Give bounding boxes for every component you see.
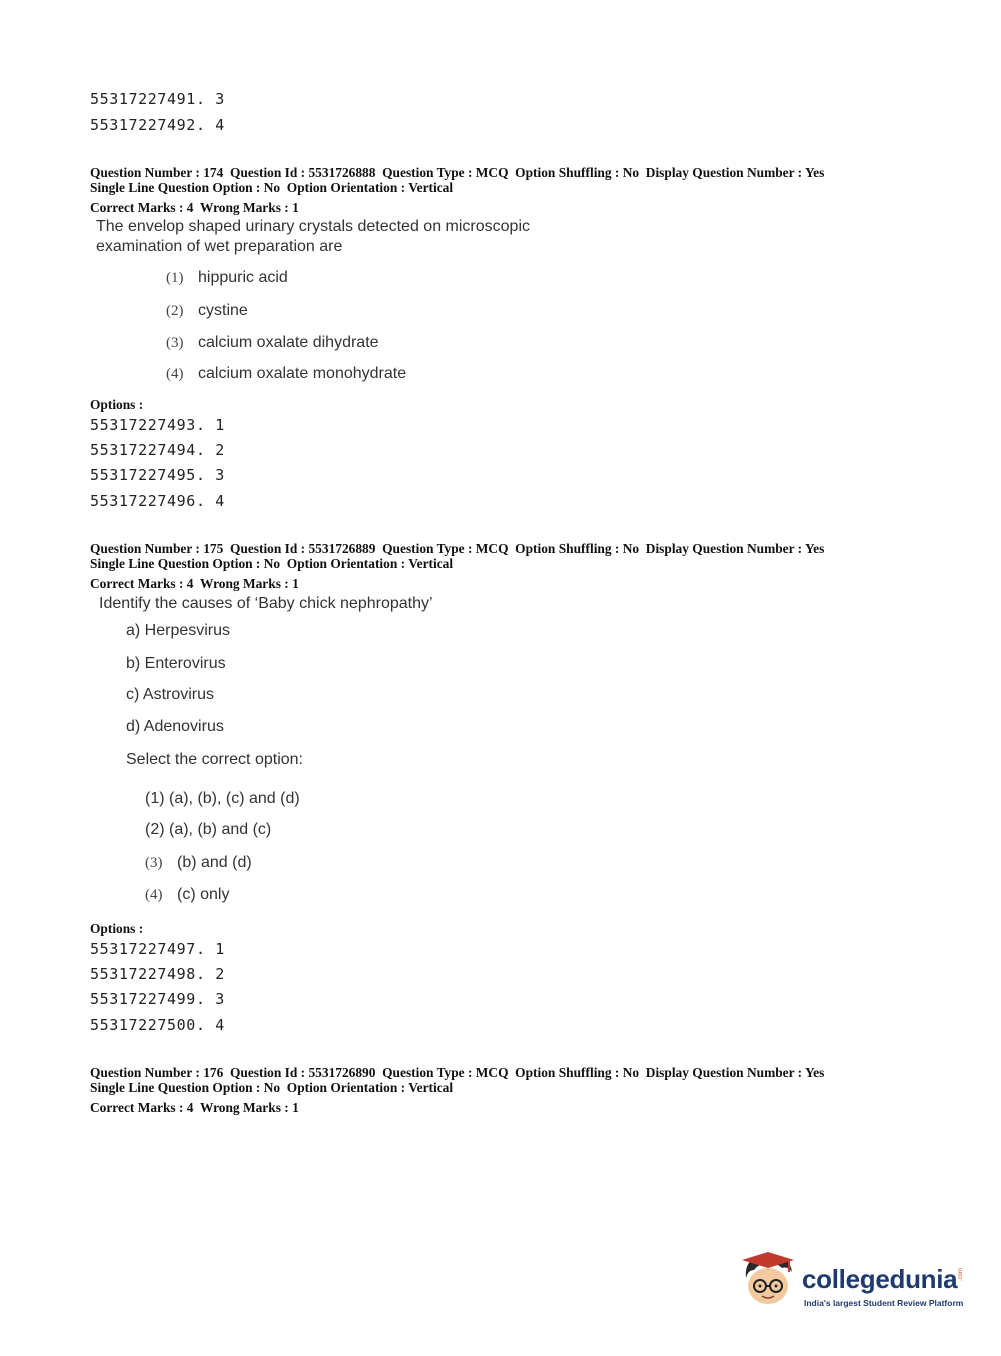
option-id: 55317227498. 2 (90, 965, 225, 983)
answer-choice: (3) (b) and (d) (145, 854, 252, 871)
select-instruction: Select the correct option: (126, 751, 303, 768)
logo-wordmark: collegedunia (802, 1264, 958, 1294)
option-id: 55317227499. 3 (90, 990, 225, 1008)
option-id: 55317227494. 2 (90, 441, 225, 459)
question-meta: Question Number : 174 Question Id : 5531726888 Question Type : MCQ Option Shuffling : No Display Question Number : Yes (90, 165, 825, 180)
question-marks: Correct Marks : 4 Wrong Marks : 1 (90, 1100, 299, 1115)
option-id: 55317227491. 3 (90, 90, 225, 108)
option-id: 55317227493. 1 (90, 416, 225, 434)
option-id: 55317227495. 3 (90, 466, 225, 484)
options-label: Options : (90, 921, 144, 936)
question-text: The envelop shaped urinary crystals detected on microscopic (96, 218, 530, 235)
answer-choice: (4) (c) only (145, 886, 230, 903)
options-label: Options : (90, 397, 144, 412)
question-text: Identify the causes of ‘Baby chick nephropathy’ (99, 595, 433, 612)
option-id: 55317227496. 4 (90, 492, 225, 510)
option-id: 55317227497. 1 (90, 940, 225, 958)
answer-choice: (1) hippuric acid (166, 269, 288, 286)
logo-com: .com (958, 1268, 964, 1282)
question-meta: Single Line Question Option : No Option Orientation : Vertical (90, 1080, 454, 1095)
question-meta: Single Line Question Option : No Option Orientation : Vertical (90, 180, 454, 195)
list-item: c) Astrovirus (126, 686, 215, 703)
mascot-icon (738, 1248, 800, 1310)
option-id: 55317227492. 4 (90, 116, 225, 134)
answer-choice: (2) (a), (b) and (c) (145, 821, 272, 838)
collegedunia-logo (738, 1248, 968, 1318)
list-item: a) Herpesvirus (126, 622, 231, 639)
list-item: d) Adenovirus (126, 718, 224, 735)
logo-tagline: India's largest Student Review Platform (804, 1298, 964, 1308)
list-item: b) Enterovirus (126, 655, 226, 672)
answer-choice: (1) (a), (b), (c) and (d) (145, 790, 300, 807)
question-marks: Correct Marks : 4 Wrong Marks : 1 (90, 200, 299, 215)
question-meta: Single Line Question Option : No Option Orientation : Vertical (90, 556, 454, 571)
answer-choice: (3) calcium oxalate dihydrate (166, 334, 379, 351)
option-id: 55317227500. 4 (90, 1016, 225, 1034)
answer-choice: (4) calcium oxalate monohydrate (166, 365, 407, 382)
question-meta: Question Number : 175 Question Id : 5531726889 Question Type : MCQ Option Shuffling : No Display Question Number : Yes (90, 541, 825, 556)
question-meta: Question Number : 176 Question Id : 5531726890 Question Type : MCQ Option Shuffling : No Display Question Number : Yes (90, 1065, 825, 1080)
question-text: examination of wet preparation are (96, 238, 343, 255)
answer-choice: (2) cystine (166, 302, 248, 319)
question-marks: Correct Marks : 4 Wrong Marks : 1 (90, 576, 299, 591)
